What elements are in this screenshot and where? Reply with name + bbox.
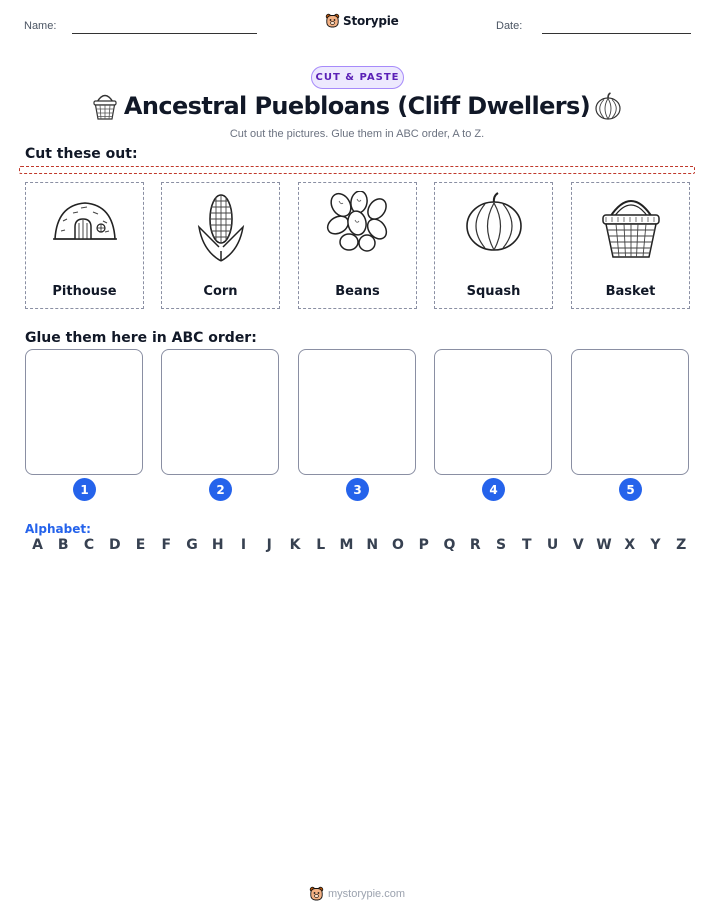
alphabet-letter: T xyxy=(521,537,532,553)
glue-box-5[interactable] xyxy=(571,349,689,475)
bear-mascot-icon xyxy=(309,886,324,902)
card-label: Beans xyxy=(335,284,380,299)
alphabet-letter: V xyxy=(572,537,584,553)
alphabet-letter: B xyxy=(57,537,69,553)
alphabet-letter: S xyxy=(495,537,507,553)
alphabet-label: Alphabet: xyxy=(25,522,91,536)
alphabet-letter: E xyxy=(135,537,146,553)
alphabet-letter: X xyxy=(624,537,636,553)
number-badge-3: 3 xyxy=(346,478,369,501)
number-badge-5: 5 xyxy=(619,478,642,501)
alphabet-letter: C xyxy=(83,537,95,553)
page-title: Ancestral Puebloans (Cliff Dwellers) xyxy=(123,92,591,120)
instructions: Cut out the pictures. Glue them in ABC order, A to Z. xyxy=(229,128,485,140)
cut-card-basket[interactable] xyxy=(571,182,690,309)
basket-icon xyxy=(600,191,662,261)
glue-box-4[interactable] xyxy=(434,349,552,475)
alphabet-letter: W xyxy=(596,537,612,553)
date-label: Date: xyxy=(496,20,523,32)
alphabet-letter: R xyxy=(469,537,481,553)
cut-line xyxy=(19,166,695,174)
alphabet-letter: U xyxy=(546,537,559,553)
name-line[interactable] xyxy=(72,33,257,34)
alphabet-letter: M xyxy=(339,537,354,553)
alphabet-letter: O xyxy=(392,537,404,553)
card-label: Corn xyxy=(203,284,238,299)
squash-icon xyxy=(463,191,525,253)
number-badge-2: 2 xyxy=(209,478,232,501)
glue-section-label: Glue them here in ABC order: xyxy=(25,330,257,346)
beans-icon xyxy=(325,191,391,253)
alphabet-letter: J xyxy=(266,537,272,553)
alphabet-row xyxy=(25,537,694,553)
brand-name: Storypie xyxy=(343,14,399,28)
alphabet-letter: N xyxy=(366,537,379,553)
alphabet-letter: P xyxy=(418,537,429,553)
footer xyxy=(309,886,405,902)
number-badge-4: 4 xyxy=(482,478,505,501)
corn-icon xyxy=(193,191,249,263)
cut-section-label: Cut these out: xyxy=(25,146,138,162)
alphabet-letter: A xyxy=(32,537,43,553)
alphabet-letter: Z xyxy=(676,537,687,553)
cut-card-beans[interactable] xyxy=(298,182,417,309)
number-badge-1: 1 xyxy=(73,478,96,501)
alphabet-letter: H xyxy=(211,537,224,553)
card-label: Pithouse xyxy=(52,284,117,299)
alphabet-letter: L xyxy=(316,537,326,553)
alphabet-letter: I xyxy=(240,537,247,553)
squash-icon xyxy=(594,91,622,121)
glue-box-3[interactable] xyxy=(298,349,416,475)
cut-card-squash[interactable] xyxy=(434,182,553,309)
pithouse-icon xyxy=(51,191,119,251)
brand-logo xyxy=(325,13,399,29)
alphabet-letter: Y xyxy=(650,537,661,553)
alphabet-letter: G xyxy=(186,537,198,553)
alphabet-letter: F xyxy=(161,537,172,553)
bear-mascot-icon xyxy=(325,13,340,29)
cut-card-corn[interactable] xyxy=(161,182,280,309)
cut-card-pithouse[interactable] xyxy=(25,182,144,309)
cut-paste-badge: CUT & PASTE xyxy=(311,66,404,89)
glue-box-1[interactable] xyxy=(25,349,143,475)
alphabet-letter: D xyxy=(108,537,121,553)
date-line[interactable] xyxy=(542,33,691,34)
name-label: Name: xyxy=(24,20,57,32)
footer-url[interactable]: mystorypie.com xyxy=(328,888,406,900)
glue-box-2[interactable] xyxy=(161,349,279,475)
card-label: Squash xyxy=(466,284,521,299)
alphabet-letter: Q xyxy=(443,537,456,553)
alphabet-letter: K xyxy=(289,537,301,553)
card-label: Basket xyxy=(605,284,656,299)
